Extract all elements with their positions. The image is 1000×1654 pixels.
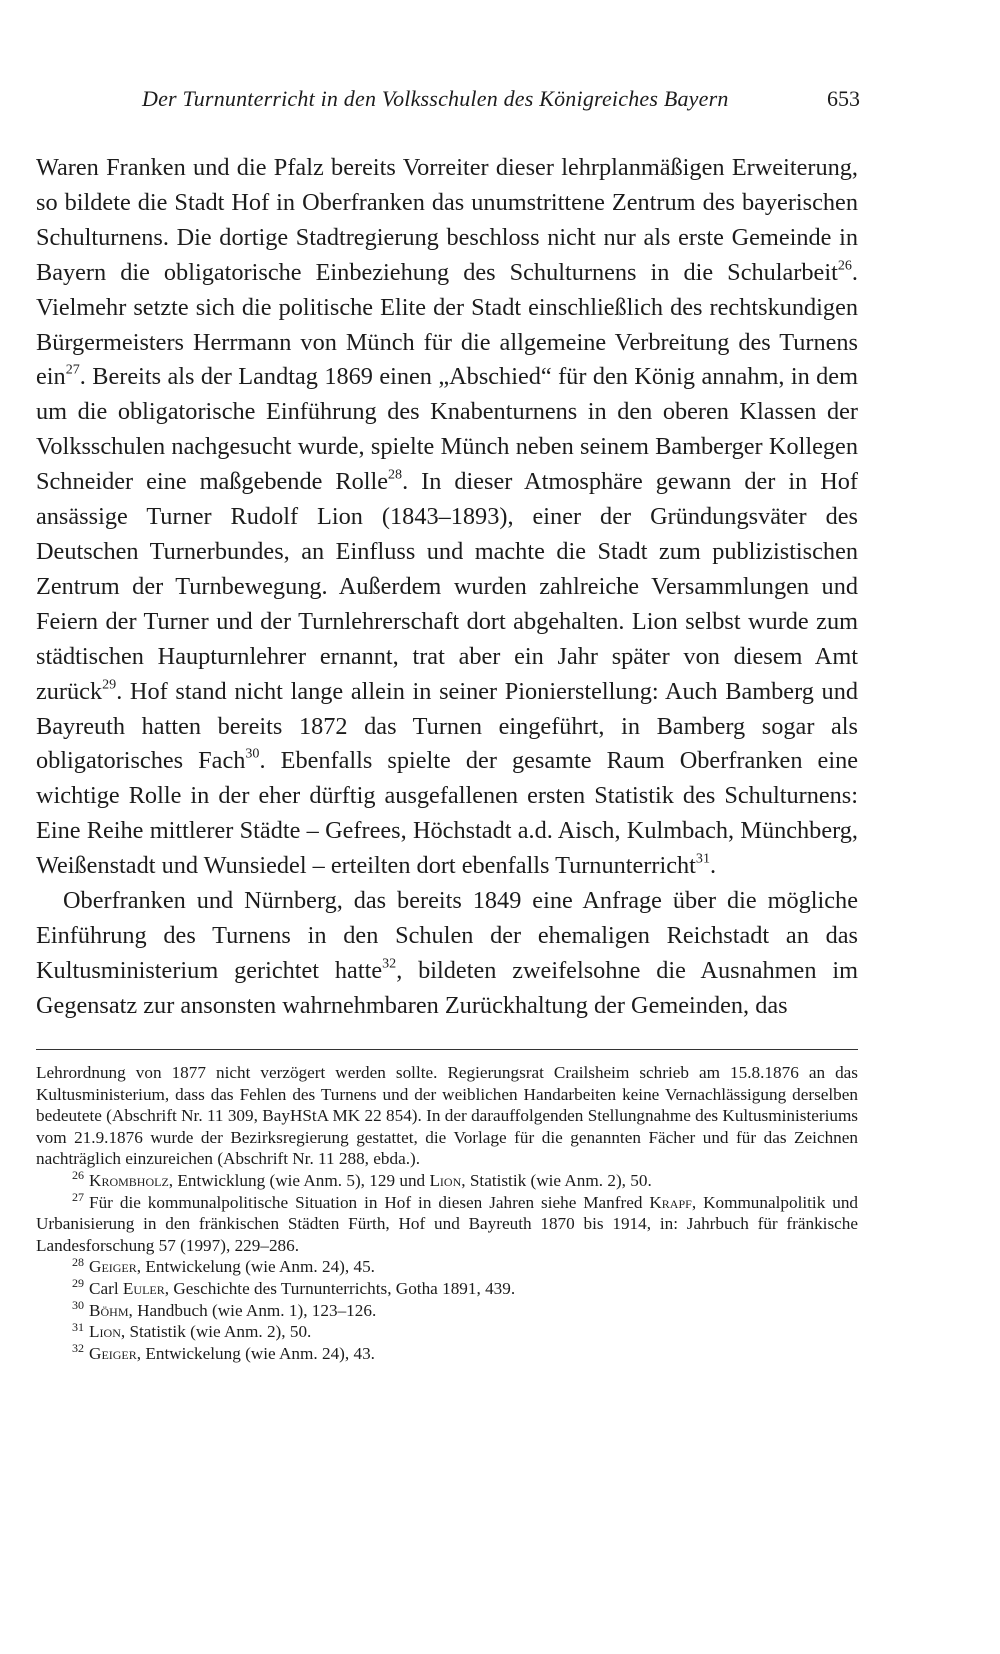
footnote-29 xyxy=(36,1278,858,1300)
footnote-number: 28 xyxy=(72,1254,85,1269)
footnote-text: , Entwickelung (wie Anm. 24), 43. xyxy=(136,1343,375,1363)
footnotes xyxy=(36,1062,858,1364)
footnote-text: , Statistik (wie Anm. 2), 50. xyxy=(461,1170,652,1190)
footnote-text: , Entwickelung (wie Anm. 24), 45. xyxy=(136,1257,375,1277)
footnote-ref: 31 xyxy=(695,850,710,867)
footnote-27 xyxy=(36,1189,859,1257)
text-run: . Hof stand nicht lange allein in seiner Pionierstellung: Auch Bamberg und Bayreuth hatten bereits 1872 das Turnen eingeführt, in Bamberg sogar als obligatorisches Fach xyxy=(36,677,858,775)
footnote-text: , Entwicklung (wie Anm. 5), 129 und xyxy=(168,1170,430,1190)
author-name: Krombholz xyxy=(89,1170,169,1190)
footnote-32 xyxy=(36,1343,858,1365)
text-run: , bildeten zweifelsohne die Ausnahmen im Gegensatz zur ansonsten wahrnehmbaren Zurückhaltung der Gemeinden, das xyxy=(36,956,858,1019)
footnote-number: 32 xyxy=(72,1341,85,1356)
footnote-continuation: Lehrordnung von 1877 nicht verzögert werden sollte. Regierungsrat Crailsheim schrieb am 15.8.1876 an das Kultusministerium, dass das Fehlen des Turnens und der weiblichen Handarbeiten keine Vernachlässigung derselben bedeutete (Abschrift Nr. 11 309, BayHStA MK 22 854). In der darauffolgenden Stellungnahme des Kultusministeriums vom 21.9.1876 wurde der Bezirksregierung gestattet, die Vorlage für die genannten Fächer und für das Zeichnen nachträglich einzureichen (Abschrift Nr. 11 288, ebda.). xyxy=(36,1063,858,1169)
footnote-ref: 32 xyxy=(382,955,397,972)
footnote-number: 29 xyxy=(72,1276,85,1291)
footnote-text: , Statistik (wie Anm. 2), 50. xyxy=(120,1322,312,1342)
text-run: . xyxy=(710,852,717,880)
author-name: Böhm xyxy=(89,1300,129,1320)
text-run: . Bereits als der Landtag 1869 einen „Abschied“ für den König annahm, in dem um die obligatorische Einführung des Knabenturnens in den oberen Klassen der Volksschulen nachgesucht wurde, spielte Münch neben seinem Bamberger Kollegen Schneider eine maßgebende Rolle xyxy=(36,363,858,496)
footnote-number: 30 xyxy=(72,1297,85,1312)
footnote-26 xyxy=(36,1170,858,1192)
author-name: Lion xyxy=(429,1170,462,1190)
author-name: Lion xyxy=(89,1322,121,1342)
text-run: . In dieser Atmosphäre gewann der in Hof ansässige Turner Rudolf Lion (1843–1893), einer der Gründungsväter des Deutschen Turnerbundes, an Einfluss und machte die Stadt zum publizistischen Zentrum der Turnbewegung. Außerdem wurden zahlreiche Versammlungen und Feiern der Turner und der Turnlehrerschaft dort abgehalten. Lion selbst wurde zum städtischen Haupturnlehrer ernannt, trat aber ein Jahr später von diesem Amt zurück xyxy=(36,468,858,705)
main-text xyxy=(36,151,858,1024)
footnote-ref: 26 xyxy=(837,257,852,274)
paragraph xyxy=(36,151,858,884)
footnote-ref: 29 xyxy=(102,676,117,693)
footnote-ref: 30 xyxy=(245,745,260,762)
author-name: Geiger xyxy=(89,1257,137,1277)
footnote-text: Für die kommunalpolitische Situation in Hof in diesen Jahren siehe Manfred xyxy=(89,1192,650,1212)
footnote-31 xyxy=(36,1321,858,1343)
page-number: 653 xyxy=(827,86,860,111)
author-name: Euler xyxy=(122,1278,165,1298)
footnote-number: 27 xyxy=(72,1189,85,1204)
author-name: Geiger xyxy=(89,1343,137,1363)
text-run: . Ebenfalls spielte der gesamte Raum Oberfranken eine wichtige Rolle in der eher dürftig ausgefallenen ersten Statistik des Schulturnens: Eine Reihe mittlerer Städte – Gefrees, Höchstadt a.d. Aisch, Kulmbach, Münchberg, Weißenstadt und Wunsiedel – erteilten dort ebenfalls Turnunterricht xyxy=(36,747,859,880)
paragraph xyxy=(36,884,858,1024)
footnote-ref: 27 xyxy=(65,361,80,378)
footnote-text: , Handbuch (wie Anm. 1), 123–126. xyxy=(128,1300,377,1320)
text-run: Oberfranken und Nürnberg, das bereits 1849 eine Anfrage über die mögliche Einführung des Turnens in den Schulen der ehemaligen Reichstadt an das Kultusministerium gerichtet hatte xyxy=(36,887,858,984)
author-name: Krapf xyxy=(649,1192,692,1212)
footnote-number: 31 xyxy=(72,1319,85,1334)
text-run: . Vielmehr setzte sich die politische Elite der Stadt einschließlich des rechtskundigen Bürgermeisters Herrmann von Münch für die allgemeine Verbreitung des Turnens ein xyxy=(36,258,858,391)
footnote-text: Carl xyxy=(89,1278,123,1298)
footnote-28 xyxy=(36,1256,858,1278)
footnote-30 xyxy=(36,1297,858,1322)
footnote-ref: 28 xyxy=(388,466,403,483)
footnote-text: , Kommunalpolitik und Urbanisierung in den fränkischen Städten Fürth, Hof und Bayreuth 1870 bis 1914, in: Jahrbuch für fränkische Landesforschung 57 (1997), 229–286. xyxy=(36,1192,859,1255)
footnote-divider xyxy=(36,1049,858,1050)
footnote-number: 26 xyxy=(72,1168,85,1183)
running-head: Der Turnunterricht in den Volksschulen des Königreiches Bayern xyxy=(142,86,729,111)
footnote-text: , Geschichte des Turnunterrichts, Gotha 1891, 439. xyxy=(164,1278,516,1298)
text-run: Waren Franken und die Pfalz bereits Vorreiter dieser lehrplanmäßigen Erweiterung, so bildete die Stadt Hof in Oberfranken das unumstrittene Zentrum des bayerischen Schulturnens. Die dortige Stadtregierung beschloss nicht nur als erste Gemeinde in Bayern die obligatorische Einbeziehung des Schulturnens in die Schularbeit xyxy=(36,154,858,286)
